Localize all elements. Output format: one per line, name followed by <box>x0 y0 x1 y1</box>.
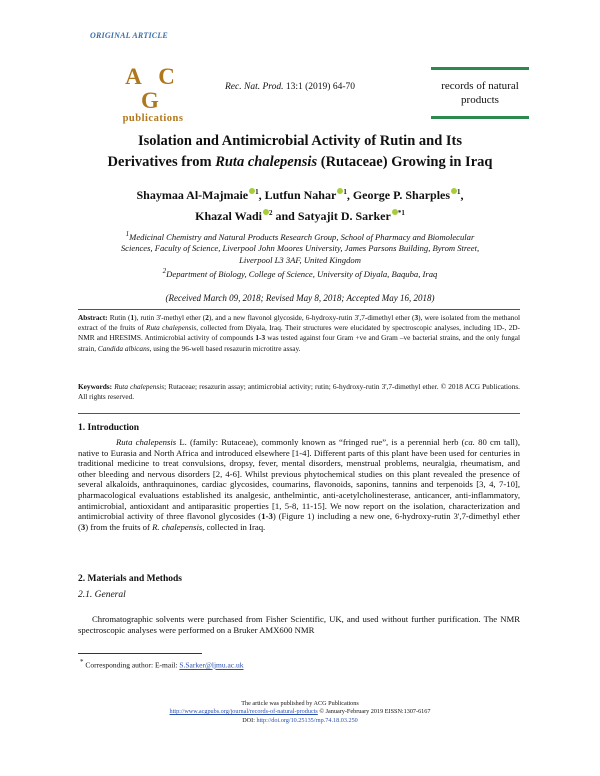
journal-box <box>431 67 529 119</box>
corresponding-author-footnote: * Corresponding author: E-mail: S.Sarker@ljmu.ac.uk <box>80 658 244 670</box>
author-name[interactable]: Lutfun Nahar <box>264 188 337 202</box>
received-dates: (Received March 09, 2018; Revised May 8, 2018; Accepted May 16, 2018) <box>165 293 435 303</box>
abstract: Abstract: Rutin (1), rutin 3'-methyl ether (2), and a new flavonol glycoside, 6-hydroxy-rutin 3',7-dimethyl ether (3), were isolated from the methanol extract of the fruits of Ruta chalepensis, collected from Diyala, Iraq. Their structures were elucidated by spectroscopic analyses, including 1D-, 2D-NMR and HRESIMS. Antimicrobial activity of compounds 1-3 was tested against four Gram +ve and Gram –ve bacterial strains, and the only fungal strain, Candida albicans, using the 96-well based resazurin microtitre assay. <box>78 313 521 353</box>
title-line-1: Isolation and Antimicrobial Activity of Rutin and Its <box>137 133 463 149</box>
author-name[interactable]: Shaymaa Al-Majmaie <box>136 188 249 202</box>
divider <box>78 413 520 414</box>
keywords: Keywords: Ruta chalepensis; Rutaceae; resazurin assay; antimicrobial activity; rutin; 6-hydroxy-rutin 3',7-dimethyl ether. © 2018 ACG Publications. All rights reserved. <box>78 382 521 402</box>
author-list: Shaymaa Al-Majmaie $^1$, Lutfun Nahar $^1$, George P. Sharples $^1$, Khazal Wadi $^2$ and Satyajit D. Sarker $^{*1}$ <box>136 188 464 223</box>
logo-letters: A C G <box>125 64 181 113</box>
logo-word: publications <box>122 113 184 124</box>
author-name[interactable]: George P. Sharples <box>352 188 451 202</box>
subsection-heading-general: 2.1. General <box>78 590 126 600</box>
intro-paragraph: Ruta chalepensis L. (family: Rutaceae), commonly known as “fringed rue”, is a perennial herb (ca. 80 cm tall), native to Eurasia and North Africa and introduced elsewhere [1-4]. Different parts of this plant have been used for centuries in traditional medicine to treat convulsions, dropsy, fever, mental disorders, menstrual problems, neuralgia, rheumatism, and other bleeding and nervous disorders [2, 4-6]. Whilst previous phytochemical studies on this plant revealed the presence of several alkaloids, anthraquinones, cardiac glycosides, coumarins, flavonoids, saponins, tannins and terpenoids [3, 4, 7-10], pharmacological evaluations established its analgesic, anthelmintic, anti-acetylcholinesterase, anticancer, anti-inflammatory, antimicrobial, antioxidant and antiparasitic properties [1, 5-8, 11-15]. We now report on the isolation, characterization and antimicrobial activity of three flavonol glycosides (1-3) (Figure 1) including a new one, 6-hydroxy-rutin 3',7-dimethyl ether (3) from the fruits of R. chalepensis, collected in Iraq. <box>78 437 521 532</box>
email-link[interactable]: S.Sarker@ljmu.ac.uk <box>179 660 244 670</box>
affiliation-2: $^2$Department of Biology, College of Science, University of Diyala, Baquba, Iraq <box>162 267 438 280</box>
article-type-label: ORIGINAL ARTICLE <box>90 31 168 40</box>
divider <box>78 309 520 310</box>
acg-logo <box>108 65 198 124</box>
footnote-divider <box>78 653 202 654</box>
journal-box-text: records of natural products <box>441 80 519 106</box>
author-name[interactable]: Satyajit D. Sarker <box>297 209 391 223</box>
methods-paragraph: Chromatographic solvents were purchased from Fisher Scientific, UK, and used without further purification. The NMR spectroscopic analyses were performed on a Bruker AMX600 NMR <box>78 614 520 635</box>
journal-name: Rec. Nat. Prod. <box>225 82 284 92</box>
doi-link[interactable]: http://doi.org/10.25135/rnp.74.18.03.250 <box>256 716 358 724</box>
page-footer: The article was published by ACG Publications http://www.acgpubs.org/journal/records-of-natural-products © January-February 2019 EISSN:1307-6167 DOI: http://doi.org/10.25135/rnp.74.18.03.250 <box>60 700 540 725</box>
journal-volume: 13:1 (2019) 64-70 <box>285 82 355 92</box>
section-heading-methods: 2. Materials and Methods <box>78 574 182 584</box>
journal-citation <box>225 82 355 92</box>
affiliation-1: $^1$Medicinal Chemistry and Natural Products Research Group, School of Pharmacy and Biomolecular Sciences, Faculty of Science, Liverpool John Moores University, James Parsons Building, Byrom Street, Liverpool L3 3AF, United Kingdom <box>120 230 480 265</box>
section-heading-introduction: 1. Introduction <box>78 423 140 433</box>
journal-url-link[interactable]: http://www.acgpubs.org/journal/records-of-natural-products <box>169 708 318 716</box>
paper-title <box>60 131 540 173</box>
title-line-2: Derivatives from Ruta chalepensis (Rutaceae) Growing in Iraq <box>107 154 493 170</box>
publisher-line: The article was published by ACG Publications <box>241 700 359 707</box>
author-name[interactable]: Khazal Wadi <box>195 209 262 223</box>
affiliations <box>110 229 490 281</box>
